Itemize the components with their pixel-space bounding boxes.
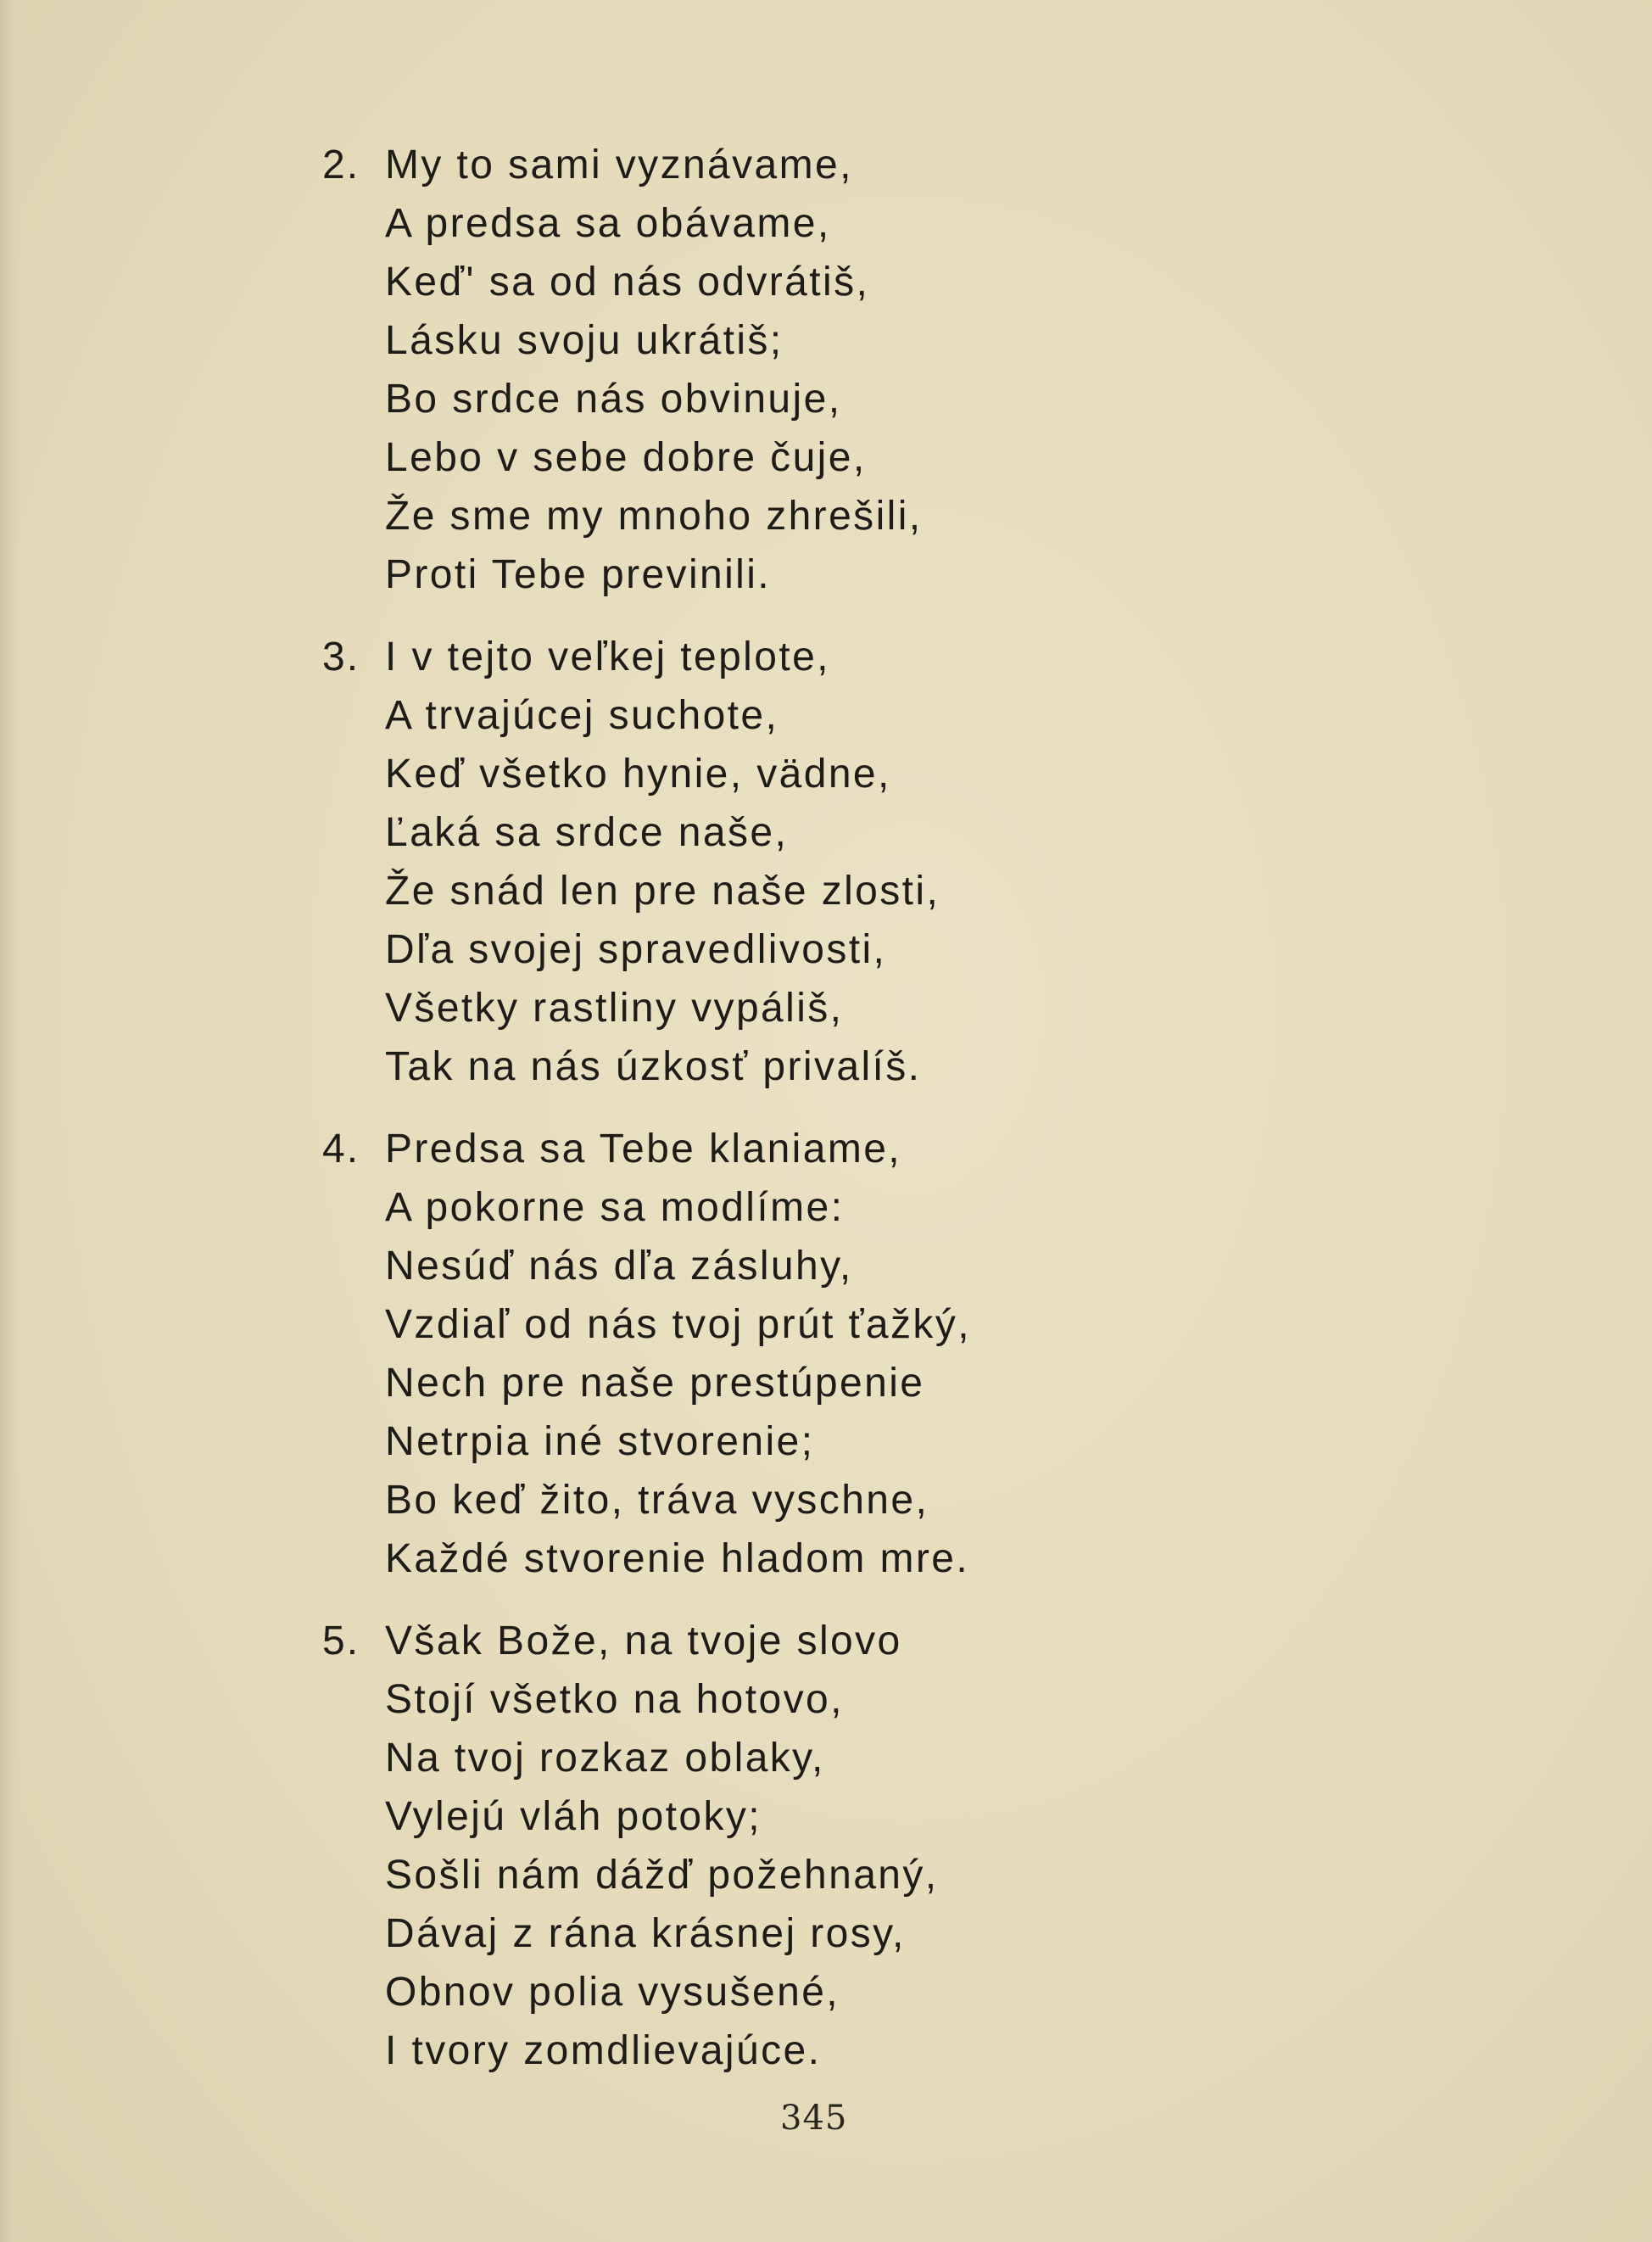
poem-line: I v tejto veľkej teplote, <box>385 635 830 679</box>
poem <box>322 136 1594 2080</box>
poem-line: Netrpia iné stvorenie; <box>385 1419 815 1464</box>
stanza-lines <box>385 1612 1594 2080</box>
poem-line: Vzdiaľ od nás tvoj prút ťažký, <box>385 1302 971 1347</box>
poem-line: Nech pre naše prestúpenie <box>385 1361 925 1406</box>
stanza-lines <box>385 1120 1594 1588</box>
poem-line: Sošli nám dážď požehnaný, <box>385 1853 939 1898</box>
poem-line: Nesúď nás dľa zásluhy, <box>385 1244 853 1289</box>
poem-line: Proti Tebe previnili. <box>385 552 772 597</box>
poem-line: Bo srdce nás obvinuje, <box>385 377 842 422</box>
poem-line: Lásku svoju ukrátiš; <box>385 318 784 363</box>
stanza-2 <box>322 136 1594 604</box>
poem-line: Každé stvorenie hladom mre. <box>385 1536 970 1581</box>
page-number: 345 <box>780 2099 848 2138</box>
stanza-number: 2. <box>322 143 360 187</box>
poem-line: Dľa svojej spravedlivosti, <box>385 927 887 972</box>
stanza-number: 3. <box>322 635 360 679</box>
poem-line: Obnov polia vysušené, <box>385 1970 840 2015</box>
stanza-lines <box>385 136 1594 604</box>
poem-line: My to sami vyznávame, <box>385 143 853 187</box>
poem-line: Ľaká sa srdce naše, <box>385 810 789 855</box>
poem-line: I tvory zomdlievajúce. <box>385 2028 822 2073</box>
stanza-number: 4. <box>322 1127 360 1171</box>
poem-line: Na tvoj rozkaz oblaky, <box>385 1736 825 1781</box>
poem-line: A trvajúcej suchote, <box>385 693 779 738</box>
poem-line: Bo keď žito, tráva vyschne, <box>385 1478 929 1523</box>
poem-line: Všetky rastliny vypáliš, <box>385 986 844 1031</box>
stanza-lines <box>385 628 1594 1096</box>
poem-line: Že sme my mnoho zhrešili, <box>385 494 923 539</box>
poem-line: Však Bože, na tvoje slovo <box>385 1619 902 1663</box>
stanza-5 <box>322 1612 1594 2080</box>
poem-line: Lebo v sebe dobre čuje, <box>385 435 867 480</box>
poem-line: A predsa sa obávame, <box>385 201 831 246</box>
poem-line: Dávaj z rána krásnej rosy, <box>385 1911 906 1956</box>
poem-line: Stojí všetko na hotovo, <box>385 1677 844 1722</box>
poem-line: Keď' sa od nás odvrátiš, <box>385 260 870 305</box>
poem-line: Keď všetko hynie, vädne, <box>385 752 891 797</box>
poem-line: Vylejú vláh potoky; <box>385 1794 762 1839</box>
poem-line: Tak na nás úzkosť privalíš. <box>385 1044 922 1089</box>
poem-line: A pokorne sa modlíme: <box>385 1185 845 1230</box>
poem-line: Predsa sa Tebe klaniame, <box>385 1127 902 1171</box>
stanza-4 <box>322 1120 1594 1588</box>
poem-line: Že snád len pre naše zlosti, <box>385 869 940 914</box>
stanza-3 <box>322 628 1594 1096</box>
page-spine-shadow <box>0 0 20 2242</box>
stanza-number: 5. <box>322 1619 360 1663</box>
